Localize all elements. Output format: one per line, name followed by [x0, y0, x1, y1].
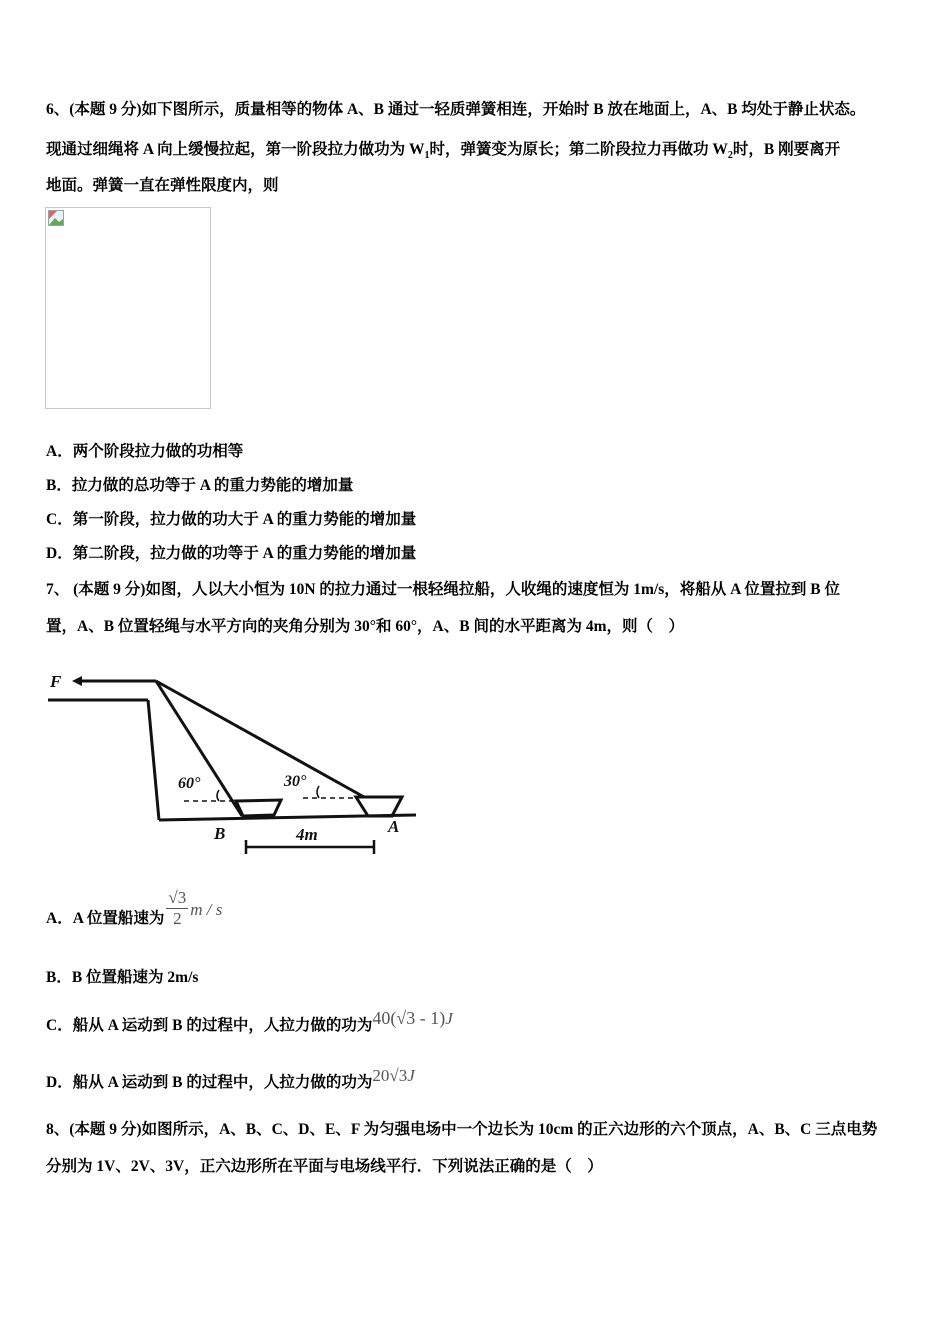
q7-option-c — [46, 1008, 453, 1036]
arrow-head-icon — [72, 676, 82, 686]
boat-a — [356, 797, 402, 816]
math-expression: 40(√3 - 1) — [372, 1008, 446, 1028]
angle-a-label: 30° — [284, 773, 307, 790]
q6-option-c: C．第一阶段，拉力做的功大于 A 的重力势能的增加量 — [46, 511, 417, 528]
fraction — [166, 888, 188, 929]
unit: J — [445, 1009, 453, 1028]
unit: J — [407, 1066, 415, 1085]
q7-option-d — [46, 1066, 415, 1093]
point-b-label: B — [214, 824, 226, 843]
unit: m / s — [190, 900, 223, 919]
option-text: A．A 位置船速为 — [46, 910, 165, 927]
force-label: F — [50, 672, 62, 691]
rope-b — [156, 681, 242, 816]
q6-option-b: B．拉力做的总功等于 A 的重力势能的增加量 — [46, 477, 354, 494]
distance-label: 4m — [296, 825, 318, 844]
q6-option-a: A．两个阶段拉力做的功相等 — [46, 443, 244, 460]
angle-b-label: 60° — [178, 775, 201, 792]
q6-text: 时，弹簧变为原长；第二阶段拉力再做功 W — [429, 141, 728, 158]
broken-image-icon — [48, 210, 64, 226]
q7-option-b: B．B 位置船速为 2m/s — [46, 969, 199, 986]
q6-line-3: 地面。弹簧一直在弹性限度内，则 — [46, 177, 279, 194]
option-text: C．船从 A 运动到 B 的过程中，人拉力做的功为 — [46, 1017, 373, 1034]
subscript: 1 — [424, 150, 430, 162]
subscript: 2 — [727, 150, 733, 162]
q6-text: 现通过细绳将 A 向上缓慢拉起，第一阶段拉力做功为 W — [46, 141, 425, 158]
q8-line-1: 8、(本题 9 分)如图所示，A、B、C、D、E、F 为匀强电场中一个边长为 10cm 的正六边形的六个顶点，A、B、C 三点电势 — [46, 1121, 878, 1138]
point-a-label: A — [388, 817, 400, 836]
bank-wall — [148, 700, 159, 820]
q7-option-a — [46, 887, 223, 929]
q8-line-2: 分别为 1V、2V、3V，正六边形所在平面与电场线平行．下列说法正确的是（ ） — [46, 1158, 603, 1175]
fraction-denominator: 2 — [173, 908, 182, 928]
boat-pulling-diagram — [44, 664, 424, 864]
math-expression: 20√3 — [372, 1066, 408, 1085]
broken-image-placeholder — [45, 207, 211, 409]
q7-line-1: 7、 (本题 9 分)如图，人以大小恒为 10N 的拉力通过一根轻绳拉船，人收绳的速度恒为 1m/s，将船从 A 位置拉到 B 位 — [46, 581, 840, 598]
q7-line-2: 置，A、B 位置轻绳与水平方向的夹角分别为 30°和 60°，A、B 间的水平距离为 4m，则（ ） — [46, 618, 685, 635]
q6-text: 时，B 刚要离开 — [732, 141, 841, 158]
option-text: D．船从 A 运动到 B 的过程中，人拉力做的功为 — [46, 1074, 373, 1091]
q6-line-1: 6、(本题 9 分)如下图所示，质量相等的物体 A、B 通过一轻质弹簧相连，开始时 B 放在地面上，A、B 均处于静止状态。 — [46, 101, 866, 118]
boat-b — [236, 800, 281, 816]
q6-option-d: D．第二阶段，拉力做的功等于 A 的重力势能的增加量 — [46, 545, 417, 562]
fraction-numerator: √3 — [168, 887, 187, 907]
q6-line-2 — [46, 140, 840, 166]
